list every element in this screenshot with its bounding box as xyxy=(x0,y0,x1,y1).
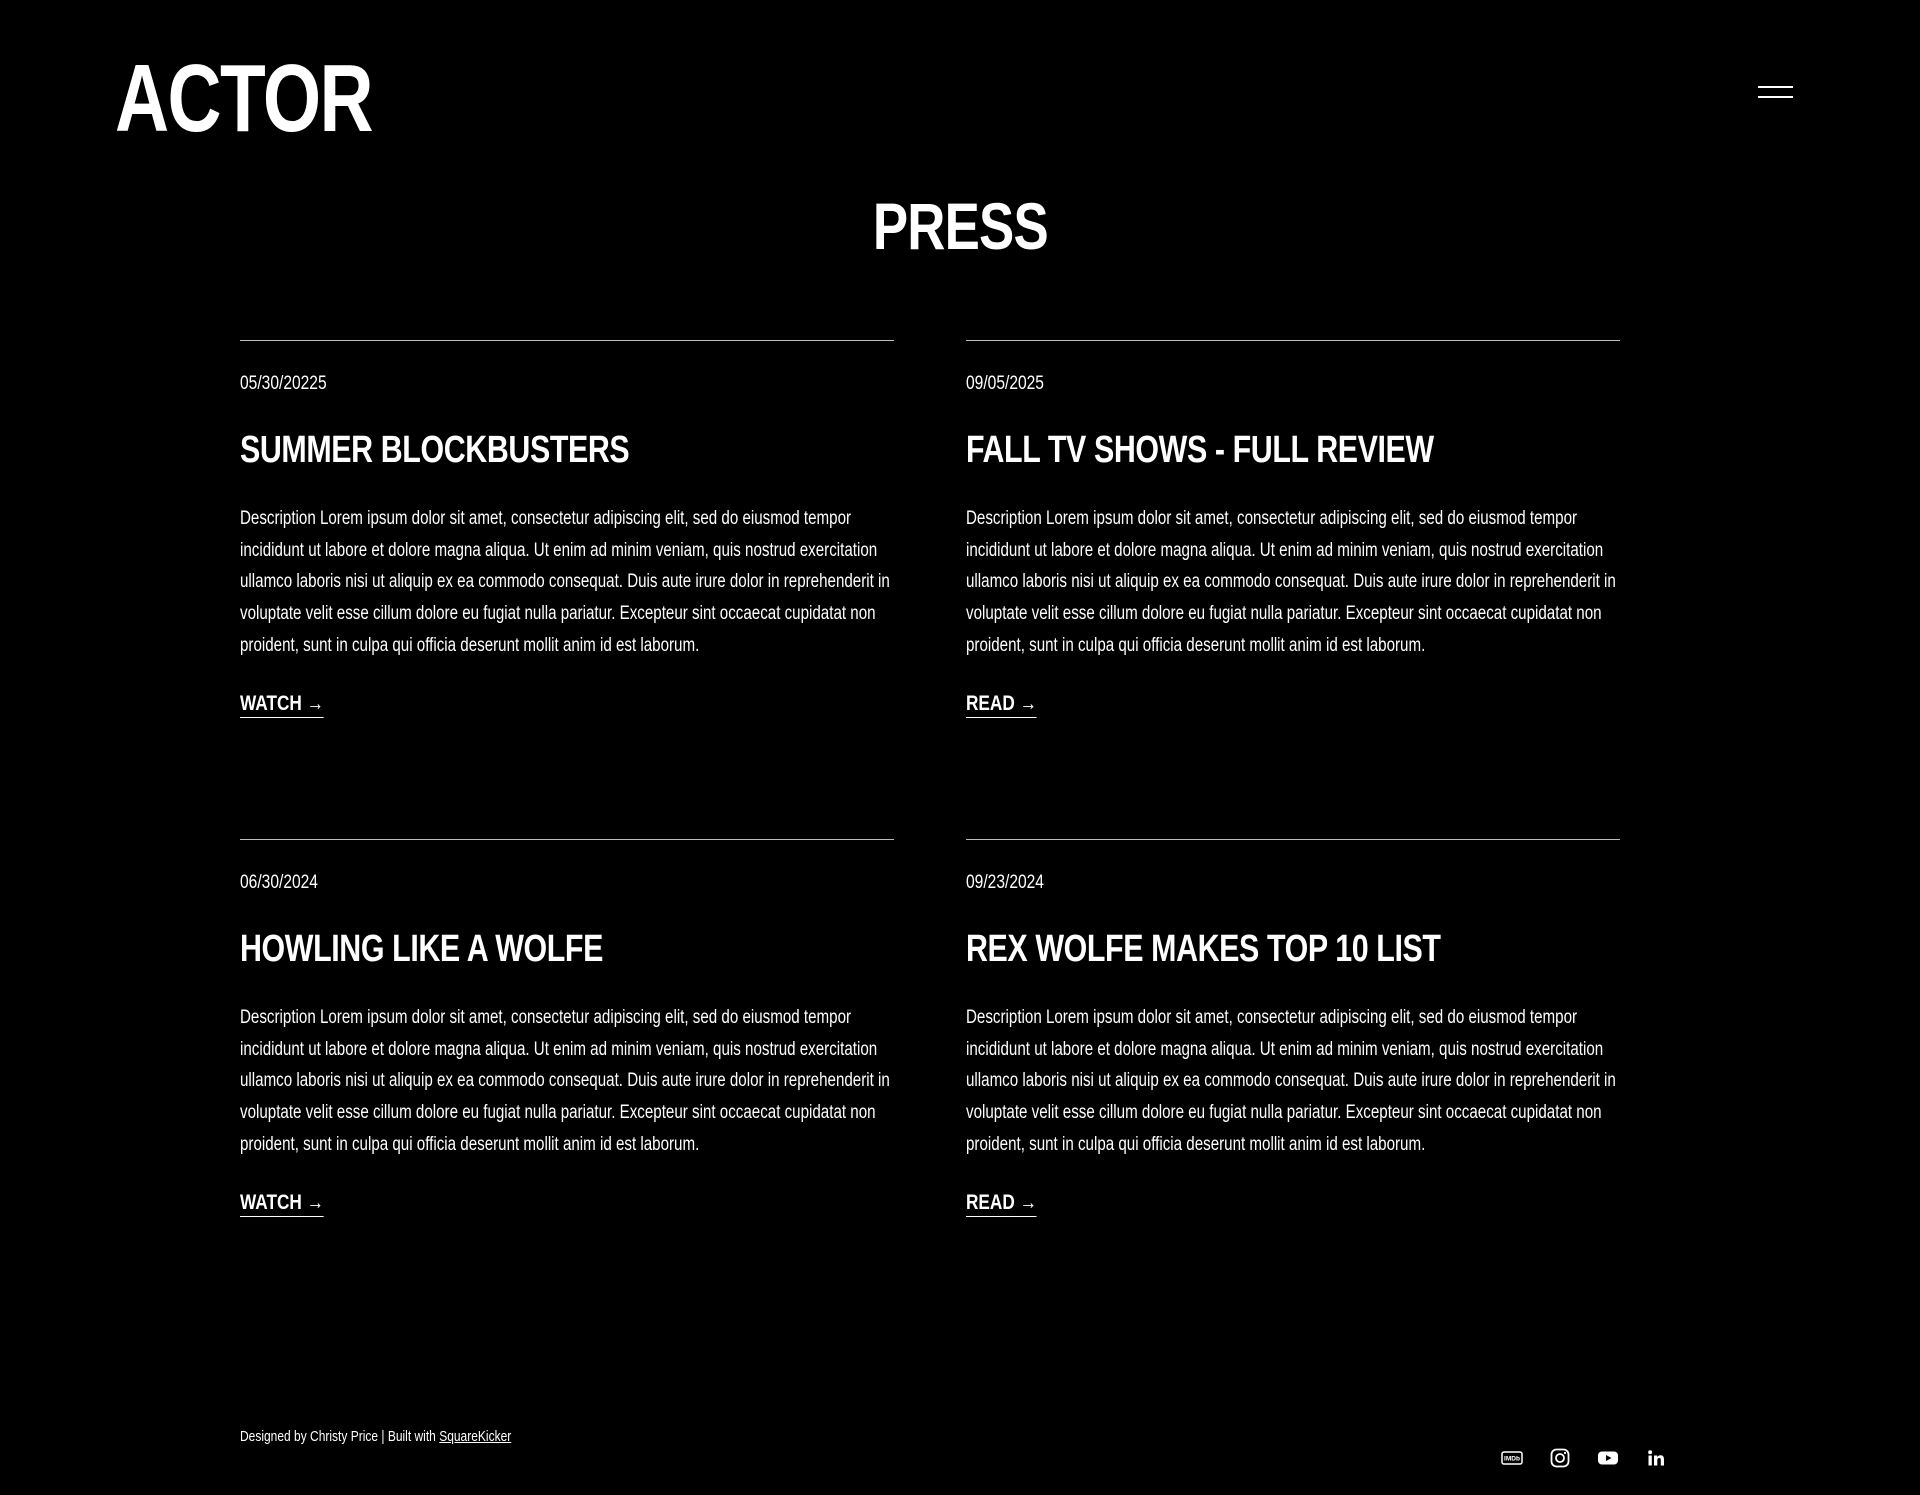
press-card xyxy=(966,340,1620,730)
page-title xyxy=(0,186,1920,266)
page-title-text: PRESS xyxy=(872,189,1048,263)
read-link[interactable]: READ → xyxy=(966,691,1037,718)
watch-link[interactable]: WATCH → xyxy=(240,691,324,718)
hamburger-menu-icon[interactable] xyxy=(1756,80,1800,104)
menu-line-top xyxy=(1758,86,1793,88)
press-date: 09/23/2024 xyxy=(966,872,1044,893)
press-date: 06/30/2024 xyxy=(240,872,318,893)
press-description: Description Lorem ipsum dolor sit amet, consectetur adipiscing elit, sed do eiusmod tempor incididunt ut labore et dolore magna aliqua. Ut enim ad minim veniam, quis nostrud exercitation ullamco laboris nisi ut aliquip ex ea commodo consequat. Duis aute irure dolor in reprehenderit in voluptate velit esse cillum dolore eu fugiat nulla pariatur. Excepteur sint occaecat cupidatat non proident, sunt in culpa qui officia deserunt mollit anim id est laborum. xyxy=(240,508,890,656)
imdb-badge-text: IMDb xyxy=(1504,1455,1520,1463)
press-card xyxy=(966,839,1620,1229)
site-title[interactable]: ACTOR xyxy=(115,45,373,152)
press-title: SUMMER BLOCKBUSTERS xyxy=(240,429,630,471)
read-link[interactable]: READ → xyxy=(966,1190,1037,1217)
squarekicker-link[interactable]: SquareKicker xyxy=(439,1428,512,1445)
footer-credit xyxy=(240,1427,511,1447)
imdb-icon[interactable] xyxy=(1501,1447,1523,1469)
press-title: REX WOLFE MAKES TOP 10 LIST xyxy=(966,928,1441,970)
press-title: FALL TV SHOWS - FULL REVIEW xyxy=(966,429,1434,471)
instagram-icon[interactable] xyxy=(1549,1447,1571,1469)
press-title: HOWLING LIKE A WOLFE xyxy=(240,928,603,970)
press-date: 05/30/20225 xyxy=(240,373,327,394)
press-card xyxy=(240,839,894,1229)
press-description: Description Lorem ipsum dolor sit amet, consectetur adipiscing elit, sed do eiusmod tempor incididunt ut labore et dolore magna aliqua. Ut enim ad minim veniam, quis nostrud exercitation ullamco laboris nisi ut aliquip ex ea commodo consequat. Duis aute irure dolor in reprehenderit in voluptate velit esse cillum dolore eu fugiat nulla pariatur. Excepteur sint occaecat cupidatat non proident, sunt in culpa qui officia deserunt mollit anim id est laborum. xyxy=(240,1007,890,1155)
press-date: 09/05/2025 xyxy=(966,373,1044,394)
watch-link[interactable]: WATCH → xyxy=(240,1190,324,1217)
footer-credit-text: Designed by Christy Price | Built with xyxy=(240,1428,440,1445)
press-description: Description Lorem ipsum dolor sit amet, consectetur adipiscing elit, sed do eiusmod tempor incididunt ut labore et dolore magna aliqua. Ut enim ad minim veniam, quis nostrud exercitation ullamco laboris nisi ut aliquip ex ea commodo consequat. Duis aute irure dolor in reprehenderit in voluptate velit esse cillum dolore eu fugiat nulla pariatur. Excepteur sint occaecat cupidatat non proident, sunt in culpa qui officia deserunt mollit anim id est laborum. xyxy=(966,508,1616,656)
menu-line-bottom xyxy=(1758,96,1793,98)
youtube-icon[interactable] xyxy=(1597,1447,1619,1469)
linkedin-icon[interactable] xyxy=(1645,1447,1667,1469)
press-card xyxy=(240,340,894,730)
press-description: Description Lorem ipsum dolor sit amet, consectetur adipiscing elit, sed do eiusmod tempor incididunt ut labore et dolore magna aliqua. Ut enim ad minim veniam, quis nostrud exercitation ullamco laboris nisi ut aliquip ex ea commodo consequat. Duis aute irure dolor in reprehenderit in voluptate velit esse cillum dolore eu fugiat nulla pariatur. Excepteur sint occaecat cupidatat non proident, sunt in culpa qui officia deserunt mollit anim id est laborum. xyxy=(966,1007,1616,1155)
